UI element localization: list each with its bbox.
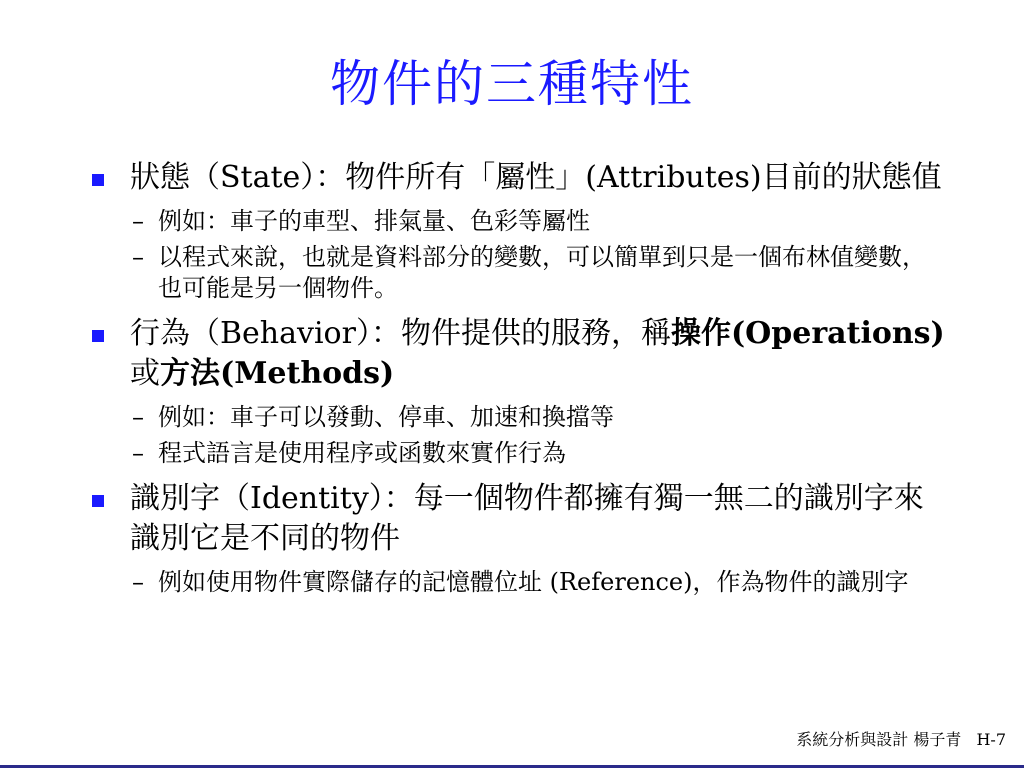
footer-page-number: H-7 xyxy=(976,730,1006,749)
sub-item xyxy=(130,206,948,237)
sub-item xyxy=(130,567,948,598)
bullet-text-bold-part: 方法(Methods) xyxy=(160,356,395,391)
dash-bullet-icon: – xyxy=(132,439,144,467)
bullet-item-state xyxy=(88,158,948,304)
sub-item xyxy=(130,438,948,469)
bullet-text xyxy=(130,158,948,198)
bullet-text-part: 識別字（Identity）：每一個物件都擁有獨一無二的識別字來識別它是不同的物件 xyxy=(130,481,924,556)
sub-item xyxy=(130,402,948,433)
bullet-text xyxy=(130,314,948,394)
bullet-text-bold-part: 操作(Operations) xyxy=(670,316,945,351)
footer-course: 系統分析與設計 楊子青 xyxy=(796,730,962,749)
bullet-text-part: 行為（Behavior）：物件提供的服務，稱 xyxy=(130,316,671,351)
sub-item-text: 程式語言是使用程序或函數來實作行為 xyxy=(158,439,566,467)
sub-item-text: 以程式來說，也就是資料部分的變數，可以簡單到只是一個布林值變數，也可能是另一個物件。 xyxy=(158,243,926,302)
sub-item-text: 例如使用物件實際儲存的記憶體位址 (Reference)，作為物件的識別字 xyxy=(158,568,909,596)
dash-bullet-icon: – xyxy=(132,403,144,431)
bullet-text-part: 或 xyxy=(130,356,160,391)
sub-list xyxy=(130,206,948,304)
sub-list xyxy=(130,567,948,598)
slide-footer xyxy=(796,730,1006,750)
dash-bullet-icon: – xyxy=(132,568,144,596)
bullet-text xyxy=(130,479,948,559)
bullet-item-behavior xyxy=(88,314,948,469)
square-bullet-icon xyxy=(92,495,104,507)
sub-item xyxy=(130,242,948,304)
dash-bullet-icon: – xyxy=(132,243,144,271)
dash-bullet-icon: – xyxy=(132,207,144,235)
sub-list xyxy=(130,402,948,469)
bullet-text-part: 狀態（State）：物件所有「屬性」(Attributes)目前的狀態值 xyxy=(130,160,942,195)
slide-title: 物件的三種特性 xyxy=(330,55,694,113)
bullet-item-identity xyxy=(88,479,948,598)
square-bullet-icon xyxy=(92,174,104,186)
sub-item-text: 例如：車子可以發動、停車、加速和換擋等 xyxy=(158,403,614,431)
sub-item-text: 例如：車子的車型、排氣量、色彩等屬性 xyxy=(158,207,590,235)
slide-content xyxy=(88,158,948,608)
square-bullet-icon xyxy=(92,330,104,342)
